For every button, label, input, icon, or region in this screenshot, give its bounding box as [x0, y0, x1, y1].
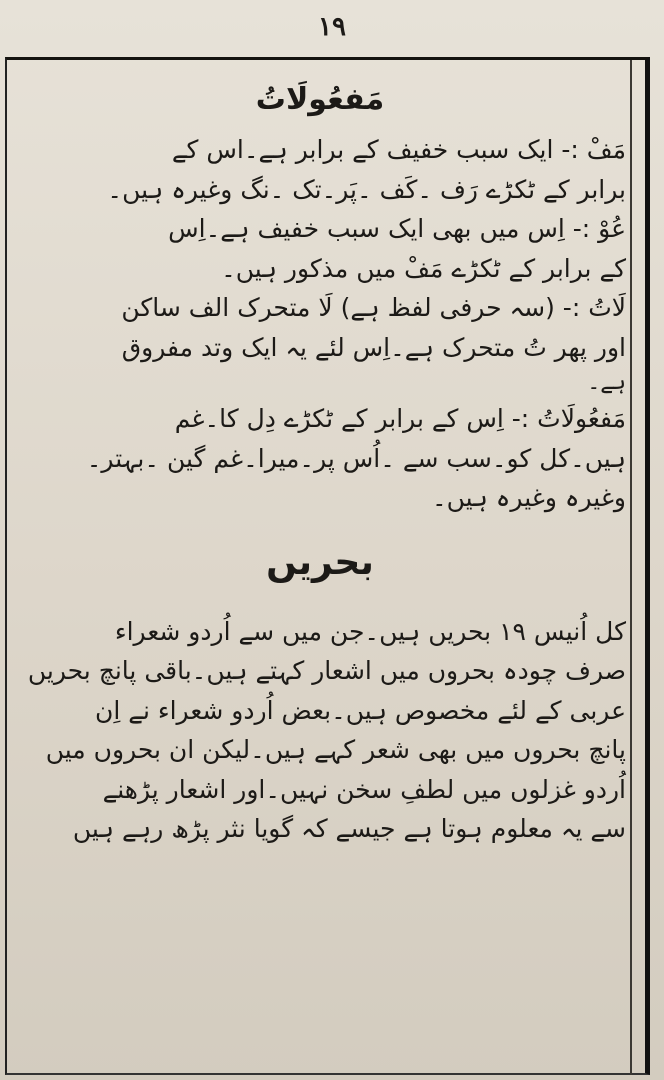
text-line: سے یہ معلوم ہوتا ہے جیسے کہ گویا نثر پڑھ رہے ہیں [72, 814, 626, 843]
border-inner-rule [630, 60, 632, 1075]
heading-mafoolaat: مَفعُولَاتُ [255, 82, 385, 117]
text-line: کل اُنیس ۱۹ بحریں ہیں۔جن میں سے اُردو شعراء [114, 616, 626, 646]
text-line: مَفْ :- ایک سبب خفیف کے برابر ہے۔اس کے [171, 135, 626, 164]
text-line: اُردو غزلوں میں لطفِ سخن نہیں۔اور اشعار پڑھنے [102, 774, 626, 804]
text-line: ہیں۔کل کو۔سب سے ۔اُس پر۔میرا۔غم گین ۔بہتر۔ [86, 443, 626, 473]
text-line: عُوْ :- اِس میں بھی ایک سبب خفیف ہے۔اِس [168, 214, 626, 243]
text-line: عربی کے لئے مخصوص ہیں۔بعض اُردو شعراء نے اِن [95, 695, 626, 725]
text-line: پانچ بحروں میں بھی شعر کہے ہیں۔لیکن ان بحروں میں [45, 735, 626, 764]
heading-buhoor: بحریں [266, 541, 374, 583]
text-line: برابر کے ٹکڑے رَف ۔کَف ۔پَر۔تک ۔نگ وغیرہ ہیں۔ [107, 174, 626, 204]
text-line: صرف چودہ بحروں میں اشعار کہتے ہیں۔باقی پانچ بحریں [27, 656, 626, 685]
text-line: کے برابر کے ٹکڑے مَفْ میں مذکور ہیں۔ [221, 253, 626, 283]
text-line: اور پھر تُ متحرک ہے۔اِس لئے یہ ایک وتد مفروق [121, 332, 626, 362]
page-text [14, 66, 626, 1071]
text-line: مَفعُولَاتُ :- اِس کے برابر کے ٹکڑے دِل کا۔غم [174, 404, 626, 433]
page-number: ۱۹ [318, 12, 346, 42]
text-line: لَاتُ :- (سہ حرفی لفظ ہے) لَا متحرک الف ساکن [121, 293, 626, 322]
text-line: ہے۔ [587, 370, 626, 395]
text-line: وغیرہ وغیرہ ہیں۔ [431, 483, 626, 512]
